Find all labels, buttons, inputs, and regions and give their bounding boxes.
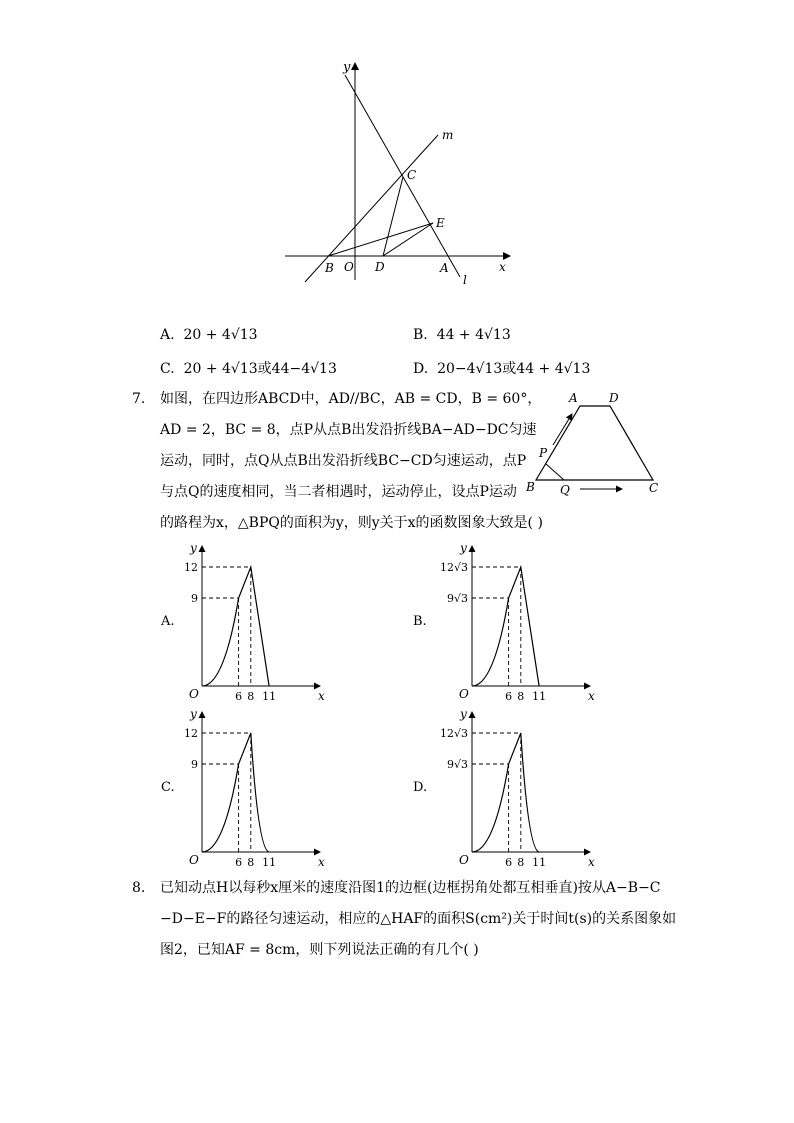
y-tick-9: 9 — [191, 592, 198, 605]
y-axis-label: y — [460, 541, 467, 555]
trap-D: D — [609, 391, 619, 405]
y-tick-12: 12 — [184, 561, 198, 574]
q7-line-5: 的路程为x，△BPQ的面积为y，则y关于x的函数图象大致是( ) — [160, 515, 543, 531]
q7-line-1: 如图，在四边形ABCD中，AD//BC，AB = CD，B = 60°， — [160, 391, 542, 407]
x-tick-6: 6 — [505, 856, 513, 866]
x-axis-label: x — [588, 855, 595, 866]
q7-line-2: AD = 2，BC = 8，点P从点B出发沿折线BA−AD−DC匀速 — [160, 422, 537, 438]
label-l: l — [463, 273, 467, 287]
x-tick-11: 11 — [262, 856, 277, 866]
q7-graph-d[interactable] — [430, 706, 600, 866]
trap-B: B — [526, 480, 535, 494]
label-m: m — [442, 128, 454, 142]
y-axis-label: y — [190, 707, 197, 721]
q7-graph-b[interactable] — [430, 540, 600, 700]
origin-label: O — [189, 853, 199, 866]
origin-label: O — [459, 687, 469, 700]
q7-line-4: 与点Q的速度相同，当二者相遇时，运动停止，设点P运动 — [160, 484, 517, 500]
y-tick-12: 12 — [184, 727, 198, 740]
q8-line-2: −D−E−F的路径匀速运动，相应的△HAF的面积S(cm²)关于时间t(s)的关系图象如 — [160, 911, 677, 927]
y-tick-12: 12√3 — [439, 727, 468, 740]
origin-label: O — [189, 687, 199, 700]
q8-line-1: 已知动点H以每秒x厘米的速度沿图1的边框(边框拐角处都互相垂直)按从A−B−C — [160, 880, 661, 896]
x-axis-label: x — [318, 689, 325, 700]
q7-figure — [522, 388, 667, 498]
q7-graph-c-letter[interactable]: C. — [161, 780, 175, 795]
trap-Q: Q — [560, 483, 570, 497]
q8-line-3: 图2，已知AF = 8cm，则下列说法正确的有几个( ) — [160, 942, 479, 958]
x-tick-11: 11 — [262, 690, 277, 700]
label-O: O — [344, 260, 354, 274]
graph-curve — [202, 733, 269, 852]
q6-option-c[interactable]: C. 20 + 4√13或44−4√13 — [160, 361, 337, 377]
label-C: C — [407, 168, 417, 182]
graph-curve — [472, 567, 539, 686]
graph-curve — [202, 567, 269, 686]
q7-line-3: 运动，同时，点Q从点B出发沿折线BC−CD匀速运动，点P — [160, 453, 527, 469]
graph-curve — [472, 733, 539, 852]
x-tick-8: 8 — [517, 690, 525, 700]
x-tick-8: 8 — [247, 690, 255, 700]
x-tick-11: 11 — [532, 690, 547, 700]
q6-option-a[interactable]: A. 20 + 4√13 — [160, 327, 258, 343]
x-tick-6: 6 — [235, 856, 243, 866]
q7-number: 7. — [132, 391, 146, 407]
trap-P: P — [539, 446, 548, 460]
q6-option-d[interactable]: D. 20−4√13或44 + 4√13 — [413, 361, 591, 377]
y-tick-9: 9√3 — [446, 758, 468, 771]
x-tick-6: 6 — [235, 690, 243, 700]
origin-label: O — [459, 853, 469, 866]
x-tick-8: 8 — [517, 856, 525, 866]
y-tick-9: 9√3 — [446, 592, 468, 605]
x-tick-11: 11 — [532, 856, 547, 866]
q6-figure — [270, 55, 520, 290]
y-axis-label: y — [460, 707, 467, 721]
line-l — [345, 75, 460, 277]
trap-C: C — [649, 481, 659, 495]
q7-graph-d-letter[interactable]: D. — [413, 780, 428, 795]
y-tick-12: 12√3 — [439, 561, 468, 574]
q6-option-b[interactable]: B. 44 + 4√13 — [413, 327, 511, 343]
label-B: B — [325, 261, 334, 275]
q7-graph-c[interactable] — [178, 706, 333, 866]
label-x: x — [499, 260, 506, 274]
y-axis-label: y — [190, 541, 197, 555]
label-D: D — [375, 260, 385, 274]
x-tick-6: 6 — [505, 690, 513, 700]
y-tick-9: 9 — [191, 758, 198, 771]
q7-graph-a[interactable] — [178, 540, 333, 700]
x-axis-label: x — [588, 689, 595, 700]
trap-A: A — [569, 391, 578, 405]
q7-graph-a-letter[interactable]: A. — [161, 614, 175, 629]
q8-number: 8. — [132, 880, 146, 896]
x-axis-label: x — [318, 855, 325, 866]
label-A: A — [440, 261, 449, 275]
label-y: y — [343, 60, 351, 75]
q7-graph-b-letter[interactable]: B. — [413, 614, 427, 629]
x-tick-8: 8 — [247, 856, 255, 866]
line-m — [305, 135, 438, 282]
label-E: E — [436, 216, 445, 230]
